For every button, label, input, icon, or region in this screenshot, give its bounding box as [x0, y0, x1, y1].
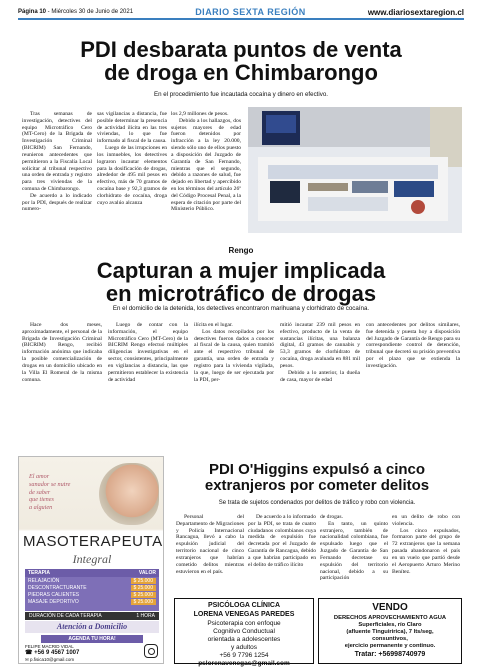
ad-phone: +56 9 7796 1254 — [219, 652, 269, 659]
ad-line: orientada a adolescentes — [207, 635, 281, 643]
therapy-name: PIEDRAS CALIENTES — [28, 591, 80, 598]
article1-paragraph: Debido a los hallazgos, dos sujetos mayores de edad fueron detenidos por infracción a la ley 20.000, siendo sólo uno de ellos puesto a disposición del Juzgado de Garantía de San Fernando, mientras que el segundo, debido a razones de salud, fue dejado en libertad y apercibido en los términos del artículo 26º del Código Procesal Penal, a la espera de citación por parte del Ministerio Público. — [171, 117, 241, 213]
article1-col2 — [97, 111, 167, 206]
article1-paragraph: De acuerdo a lo indicado por la PDI, después de realizar numero- — [22, 192, 92, 213]
quote-line: que tienes — [29, 496, 54, 504]
therapy-price: $ 25.000 — [131, 585, 156, 591]
page-header — [18, 6, 464, 20]
duration-value: 1 HORA — [136, 613, 155, 619]
masoterapeuta-ad — [18, 456, 164, 664]
ad-line: consuntivos, — [372, 636, 408, 643]
article2-paragraph: Los datos recopilados por los detectives fueron dados a conocer al fiscal de la causa, quien tramitó ante el respectivo tribunal de garantía, una orden de entrada y registro para la vivienda vigilada, la que, luego de ser ejecutada por la PDI, per- — [194, 328, 274, 383]
article3-col4 — [392, 514, 460, 575]
therapist-email: ✉ p.fisica10@gmail.com — [25, 657, 75, 662]
quote-line: El amor — [29, 473, 50, 480]
article1-col3 — [171, 111, 241, 213]
price-table-header — [25, 569, 159, 577]
article3-col3 — [320, 514, 388, 582]
therapy-price: $ 25.000 — [131, 578, 156, 584]
therapist-phone: ☎ +56 9 4567 1007 — [25, 650, 80, 656]
ad-line: Cognitivo Conductual — [213, 627, 275, 635]
therapist-name: FELIPE MACRID VIDAL — [25, 644, 74, 649]
phone-number: +56 9 4567 1007 — [34, 650, 80, 656]
instagram-icon — [144, 644, 158, 658]
ad-quote — [29, 473, 95, 512]
page-date — [18, 9, 133, 15]
article1-paragraph: Tras semanas de investigación, detectives del equipo Microtráfico Cero (MT-Cero) de la Brigada de Investigación Criminal (BICRIM) San Fernando, reunieron antecedentes que permitieron a la Fiscalía Local solicitar al tribunal respectivo una orden de entrada y registro para tres viviendas de la comuna de Chimbarongo. — [22, 111, 92, 192]
therapy-name: DESCONTRACTURANTE — [28, 584, 87, 591]
ad-line: Superficiales, río Claro — [358, 621, 422, 628]
seized-drugs-photo — [248, 107, 462, 233]
ad-brand-sub: Integral — [72, 552, 112, 566]
ad-line: DERECHOS APROVECHAMIENTO AGUA — [333, 614, 447, 621]
email-address: p.fisica10@gmail.com — [30, 657, 75, 662]
article3-lead: Se trata de sujetos condenados por delitos de tráfico y robo con violencia. — [218, 500, 416, 506]
issue-date: - Miércoles 30 de Junio de 2021 — [46, 9, 134, 15]
article1-title-line1: PDI desbarata puntos de venta — [80, 37, 402, 62]
article3-title-line1: PDI O'Higgins expulsó a cinco — [208, 461, 426, 478]
ad-title: PSICÓLOGA CLÍNICA — [207, 602, 281, 609]
article1-lead: En el procedimiento fue incautada cocaína y dinero en efectivo. — [153, 91, 329, 98]
article2-kicker: Rengo — [228, 246, 254, 255]
article2-paragraph: con antecedentes por delitos similares, fue detenida y puesta hoy a disposición del Juzgado de Garantía de Rengo para su correspondiente control de detención, tribunal que decretó su prisión preventiva por el plazo que se extienda la investigación. — [366, 322, 460, 369]
ad-name: LORENA VENEGAS PAREDES — [193, 610, 295, 618]
page-number: Página 10 — [18, 9, 47, 15]
ad-email: pslorenаvenegas@gmail.com — [198, 660, 290, 668]
article3-paragraph: En tanto, un quinto extranjero, también de nacionalidad colombiana, fue expulsado luego que el Juzgado de Garantía de San Fernando decretase su expulsión del territorio nacional, debido a su participación — [320, 520, 388, 582]
home-service-banner: Atención a Domicilio — [25, 621, 159, 633]
header-value: VALOR — [138, 570, 156, 576]
article3-title — [172, 462, 462, 494]
article2-paragraph: Hace dos meses, aproximadamente, el personal de la Brigada de Investigación Criminal (BICRIM) Rengo, recibió información anónima que indicaba la posible comercialización de drogas en un domicilio ubicado en la Villa El Romeral de la misma comuna. — [22, 322, 102, 383]
quote-line: a alguien — [29, 504, 53, 511]
psicologa-ad — [174, 598, 314, 668]
article2-lead: En el domicilio de la detenida, los detectives encontraron marihuana y clorhidrato de cocaína. — [112, 305, 370, 312]
article2-col1 — [22, 322, 102, 383]
article1-paragraph: los 2,9 millones de pesos. — [171, 111, 229, 117]
ad-contact — [25, 644, 159, 663]
ad-line: Psicoterapia con enfoque — [207, 619, 281, 627]
article1-paragraph: Luego de las irrupciones en los inmuebles, los detectives lograron incautar elementos para la dosificación de drogas, alrededor de 495 mil pesos en efectivo, más de 70 gramos de cocaína base y 92,3 gramos de clorhidrato de cocaína, droga cuyo avalúo alcanza — [97, 145, 167, 206]
ad-line: ejercicio permanente y continuo. — [344, 643, 436, 650]
article2-col2 — [108, 322, 188, 383]
newspaper-name: DIARIO SEXTA REGIÓN — [195, 7, 306, 17]
article3-paragraph: Personal del Departamento de Migraciones y Policía Internacional Rancagua, llevó a cabo la expulsión judicial del territorio nacional de cinco extranjeros que habrían cometido delitos mientras estuvieron en el país. — [176, 514, 244, 575]
therapy-price: $ 25.000 — [131, 599, 156, 605]
ad-phone: Tratar: +56998740979 — [354, 650, 426, 658]
vendo-ad — [318, 598, 462, 664]
therapist-photo — [99, 463, 159, 525]
article1-title-line2: de droga en Chimbarongo — [104, 60, 378, 86]
article2-title-line2: en microtráfico de drogas — [105, 281, 377, 307]
article1-col1 — [22, 111, 92, 213]
article2-title-line1: Capturan a mujer implicada — [96, 258, 386, 283]
article1-photo — [248, 107, 462, 233]
article3-paragraph: en un delito de robo con violencia. — [392, 514, 460, 527]
price-row — [25, 591, 159, 598]
article2-col3 — [194, 322, 274, 383]
article2-col5 — [366, 322, 460, 370]
ad-title: VENDO — [372, 602, 408, 613]
duration-bar — [25, 612, 159, 620]
duration-label: DURACIÓN DE CADA TERAPIA — [29, 613, 102, 619]
ad-line: y adultos — [230, 643, 258, 651]
ad-line: (afluente Tinguiririca), 7 lts/seg, — [346, 628, 434, 635]
article3-title-line2: extranjeros por cometer delitos — [204, 476, 430, 494]
article2-paragraph: Luego de contar con la información, el equipo Microtráfico Cero (MT-Cero) de la BICRIM Rengo efectuó múltiples diligencias investigativas en el sector, consistentes, principalmente en vigilancias a distancia, las que permitieron establecer la existencia de actividad — [108, 322, 188, 383]
ad-brand: MASOTERAPEUTA — [23, 533, 163, 550]
article1-paragraph: sas vigilancias a distancia, fue posible determinar la presencia de actividad ilícita en las tres viviendas, lo que fue informado al fiscal de la causa. — [97, 111, 167, 145]
article2-paragraph: mitió incautar 239 mil pesos en efectivo, producto de la venta de sustancias ilícitas, una balanza digital, 43 gramos de cannabis y 53,3 gramos de clorhidrato de cocaína, droga avaluada en 881 mil pesos. — [280, 322, 360, 369]
article3-paragraph: De acuerdo a lo informado por la PDI, se trata de cuatro ciudadanos colombianos cuya medida de expulsión fue decretada por el Juzgado de Garantía de Rancagua, debido a que habrían participado en el delito de tráfico ilícito — [248, 514, 316, 568]
quote-line: sanador se nutre — [29, 480, 71, 488]
header-therapy: TERAPIA — [28, 570, 50, 576]
article3-col2 — [248, 514, 316, 569]
price-row — [25, 577, 159, 584]
agenda-button: AGENDA TU HORA! — [41, 635, 143, 643]
article2-col4 — [280, 322, 360, 383]
article2-paragraph: Debido a lo anterior, la dueña de casa, mayor de edad — [280, 369, 360, 383]
price-row — [25, 598, 159, 605]
price-table — [25, 569, 159, 611]
price-row — [25, 584, 159, 591]
article1-title — [18, 38, 464, 84]
therapy-price: $ 25.000 — [131, 592, 156, 598]
website-link[interactable]: www.diariosextaregion.cl — [367, 7, 464, 17]
quote-line: de saber — [29, 488, 51, 496]
therapy-name: RELAJACIÓN — [28, 577, 60, 584]
article2-paragraph: ilícita en el lugar. — [194, 322, 233, 328]
article3-col1 — [176, 514, 244, 575]
article2-title — [18, 259, 464, 305]
article3-paragraph: Los cinco expulsados, formaron parte del grupo de 72 extranjeros que la semana pasada abandonaron el país en un vuelo que partió desde el Aeropuerto Arturo Merino Benítez. — [392, 527, 460, 575]
therapy-name: MASAJE DEPORTIVO — [28, 598, 79, 605]
article3-paragraph: de drogas. — [320, 514, 343, 520]
